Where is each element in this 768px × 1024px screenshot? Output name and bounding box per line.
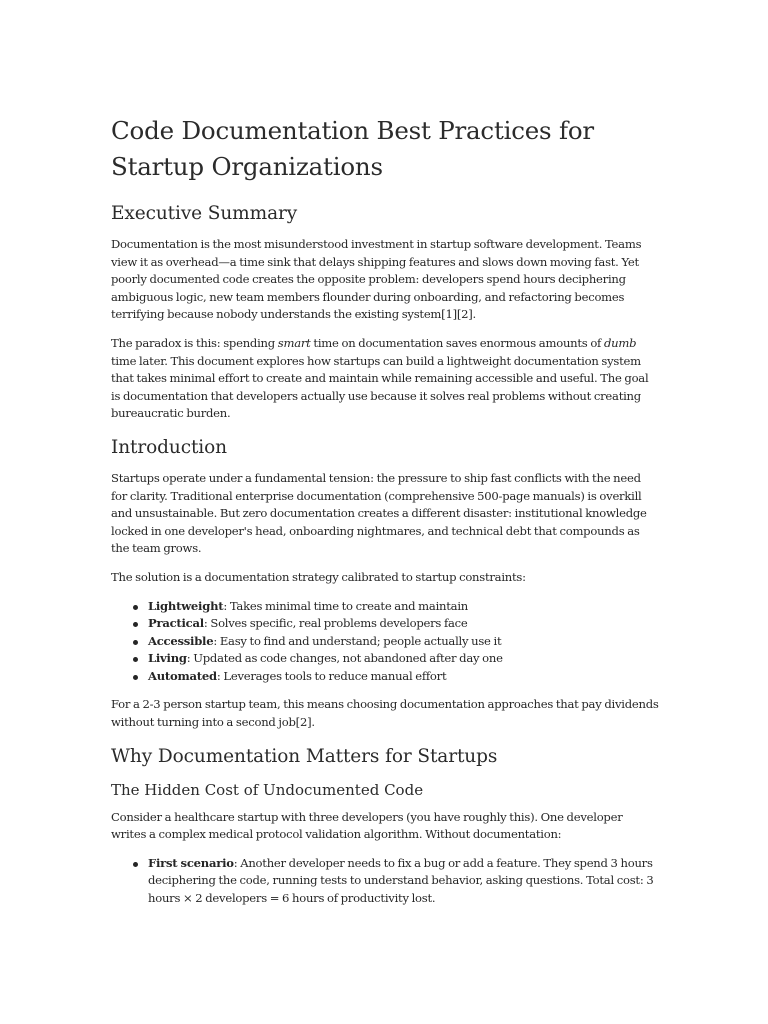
list-item-term: Accessible <box>148 633 214 648</box>
list-item <box>148 650 659 668</box>
introduction-paragraph-2: The solution is a documentation strategy calibrated to startup constraints: <box>111 569 526 584</box>
bullet-icon <box>133 640 138 645</box>
text-run: The paradox is this: spending <box>111 335 278 350</box>
bullet-icon <box>133 605 138 610</box>
list-item-text: : Solves specific, real problems developers face <box>203 616 468 631</box>
list-item-text: : Updated as code changes, not abandoned after day one <box>186 651 503 666</box>
document-title: Code Documentation Best Practices for Startup Organizations <box>111 116 594 181</box>
why-paragraph-1: Consider a healthcare startup with three developers (you have roughly this). One developer writes a complex medical protocol validation algorithm. Without documentation: <box>111 809 623 842</box>
bullet-icon <box>133 675 138 680</box>
list-item <box>148 855 659 908</box>
list-item-term: Automated <box>148 668 217 683</box>
list-item-term: Lightweight <box>148 598 224 613</box>
list-item-text: : Another developer needs to fix a bug or add a feature. They spend 3 hours deciphering the code, running tests to understand behavior, asking questions. Total cost: 3 hours × 2 developers = 6 hours of productivity lost. <box>148 855 654 906</box>
section-heading-executive-summary: Executive Summary <box>111 203 298 224</box>
emphasis-dumb: dumb <box>603 335 637 350</box>
bullet-icon <box>133 657 138 662</box>
executive-summary-paragraph-2 <box>111 335 659 423</box>
list-item-term: First scenario <box>148 855 234 870</box>
introduction-paragraph-1: Startups operate under a fundamental tension: the pressure to ship fast conflicts with the need for clarity. Traditional enterprise documentation (comprehensive 500-page manuals) is overkill and unsustainable. But zero documentation creates a different disaster: institutional knowledge locked in one developer's head, onboarding nightmares, and technical debt that compounds as the team grows. <box>111 470 647 556</box>
list-item-term: Practical <box>148 616 204 631</box>
list-item-text: : Leverages tools to reduce manual effort <box>216 668 447 683</box>
subsection-heading-hidden-cost: The Hidden Cost of Undocumented Code <box>111 780 424 799</box>
section-heading-introduction: Introduction <box>111 436 227 458</box>
scenario-list <box>111 855 659 908</box>
executive-summary-paragraph-1: Documentation is the most misunderstood investment in startup software development. Teams view it as overhead—a time sink that delays shipping features and slows down moving fast. Yet poorly documented code creates the opposite problem: developers spend hours deciphering ambiguous logic, new team members flounder during onboarding, and refactoring becomes terrifying because nobody understands the existing system[1][2]. <box>111 237 642 322</box>
list-item-text: : Takes minimal time to create and maintain <box>223 598 469 613</box>
section-heading-why-documentation-matters: Why Documentation Matters for Startups <box>111 745 498 767</box>
list-item <box>148 615 659 633</box>
bullet-icon <box>133 622 138 627</box>
list-item <box>148 598 659 616</box>
list-item-term: Living <box>148 651 187 666</box>
text-run: time later. This document explores how startups can build a lightweight documentation system that takes minimal effort to create and maintain while remaining accessible and useful. The goal is documentation that developers actually use because it solves real problems without creating bureaucratic burden. <box>111 353 649 421</box>
list-item-text: : Easy to find and understand; people actually use it <box>213 633 502 648</box>
emphasis-smart: smart <box>277 335 311 350</box>
list-item <box>148 633 659 651</box>
bullet-icon <box>133 862 138 867</box>
document-page <box>111 113 659 919</box>
list-item <box>148 668 659 686</box>
text-run: time on documentation saves enormous amounts of <box>310 335 604 350</box>
introduction-paragraph-3: For a 2-3 person startup team, this means choosing documentation approaches that pay dividends without turning into a second job[2]. <box>111 697 659 730</box>
constraints-list <box>111 598 659 686</box>
